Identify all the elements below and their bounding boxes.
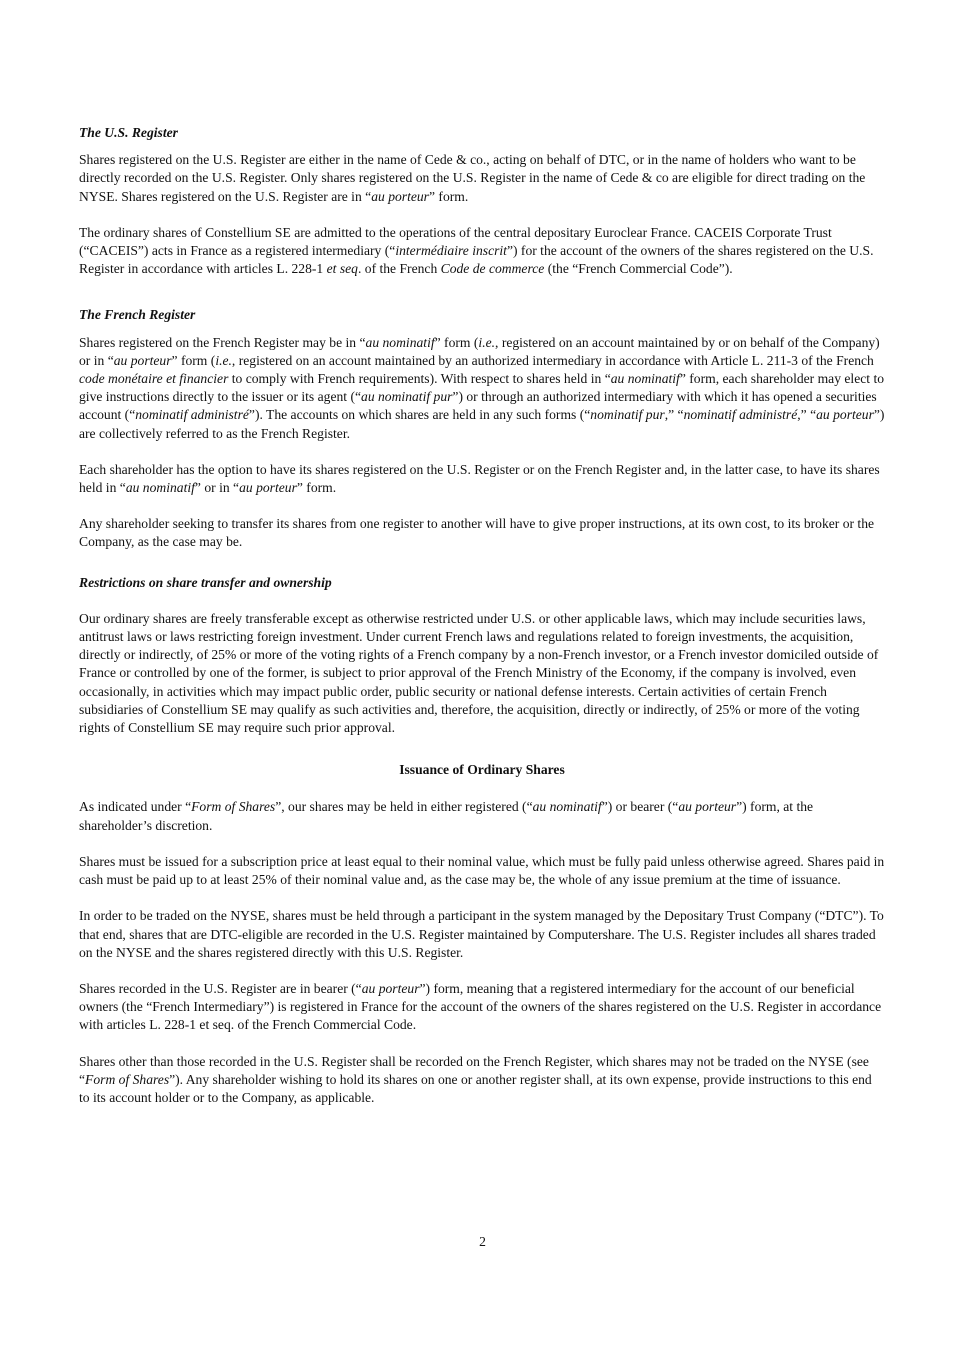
french-register-paragraph-2: Each shareholder has the option to have its shares registered on the U.S. Register or on the French Register and, in the latter case, to have its shares held in “au nominatif” or in “au porteur” form. — [79, 461, 880, 496]
issuance-paragraph-3: In order to be traded on the NYSE, shares must be held through a participant in the system managed by the Depositary Trust Company (“DTC”). To that end, shares that are DTC-eligible are recorded in the U.S. Register maintained by Computershare. The U.S. Register includes all shares traded on the NYSE and the shares registered directly with this U.S. Register. — [79, 908, 884, 960]
us-register-paragraph-1: Shares registered on the U.S. Register are either in the name of Cede & co., acting on behalf of DTC, or in the name of holders who want to be directly recorded on the U.S. Register. Only shares registered on the U.S. Register in the name of Cede & co are eligible for direct trading on the NYSE. Shares registered on the U.S. Register are in “au porteur” form. — [79, 152, 866, 204]
french-register-paragraph-1: Shares registered on the French Register may be in “au nominatif” form (i.e., registered on an account maintained by or on behalf of the Company) or in “au porteur” form (i.e., registered on an account maintained by an authorized intermediary in accordance with Article L. 211-3 of the French code monétaire et financier to comply with French requirements). With respect to shares held in “au nominatif” form, each shareholder may elect to give instructions directly to the issuer or its agent (“au nominatif pur”) or through an authorized intermediary with which it has opened a securities account (“nominatif administré”). The accounts on which shares are held in any such forms (“nominatif pur,” “nominatif administré,” “au porteur”) are collectively referred to as the French Register. — [79, 334, 885, 441]
french-register-heading: The French Register — [79, 307, 196, 323]
page-number: 2 — [479, 1234, 486, 1249]
issuance-paragraph-5: Shares other than those recorded in the U.S. Register shall be recorded on the French Register, which shares may not be traded on the NYSE (see “Form of Shares”). Any shareholder wishing to hold its shares on one or another register shall, at its own expense, provide instructions to this end to its account holder or to the Company, as applicable. — [79, 1053, 872, 1105]
issuance-paragraph-2: Shares must be issued for a subscription price at least equal to their nominal value, which must be fully paid unless otherwise agreed. Shares paid in cash must be paid up to at least 25% of their nominal value and, as the case may be, the whole of any issue premium at the time of issuance. — [79, 853, 885, 888]
document-page — [79, 124, 885, 1125]
issuance-paragraph-4: Shares recorded in the U.S. Register are in bearer (“au porteur”) form, meaning that a registered intermediary for the account of our beneficial owners (the “French Intermediary”) is registered in France for the account of the owners of the shares registered on the U.S. Register in accordance with articles L. 228-1 et seq. of the French Commercial Code. — [79, 980, 882, 1033]
us-register-heading: The U.S. Register — [79, 125, 178, 140]
us-register-paragraph-2: The ordinary shares of Constellium SE are admitted to the operations of the central depositary Euroclear France. CACEIS Corporate Trust (“CACEIS”) acts in France as a registered intermediary (“intermédiaire inscrit”) for the account of the owners of the shares registered on the U.S. Register in accordance with articles L. 228-1 et seq. of the French Code de commerce (the “French Commercial Code”). — [79, 224, 874, 277]
french-register-paragraph-3: Any shareholder seeking to transfer its shares from one register to another will have to give proper instructions, at its own cost, to its broker or the Company, as the case may be. — [79, 516, 875, 550]
restrictions-paragraph-1: Our ordinary shares are freely transferable except as otherwise restricted under U.S. or other applicable laws, which may include securities laws, antitrust laws or laws restricting foreign investment. Under current French laws and regulations related to foreign investments, the acquisition, directly or indirectly, of 25% or more of the voting rights of a French company by a non-French investor, or a French investor domiciled outside of France or controlled by one of the former, is subject to prior approval of the French Ministry of the Economy, if the company is involved, even occasionally, in activities which may impact public order, public security or national defense interests. Certain activities of certain French subsidiaries of Constellium SE may qualify as such activities and, therefore, the acquisition, directly or indirectly, of 25% or more of the voting rights of Constellium SE may require such prior approval. — [79, 610, 879, 736]
issuance-heading: Issuance of Ordinary Shares — [399, 762, 565, 778]
restrictions-heading: Restrictions on share transfer and ownership — [79, 574, 332, 590]
issuance-paragraph-1: As indicated under “Form of Shares”, our shares may be held in either registered (“au nominatif”) or bearer (“au porteur”) form, at the shareholder’s discretion. — [79, 799, 814, 833]
